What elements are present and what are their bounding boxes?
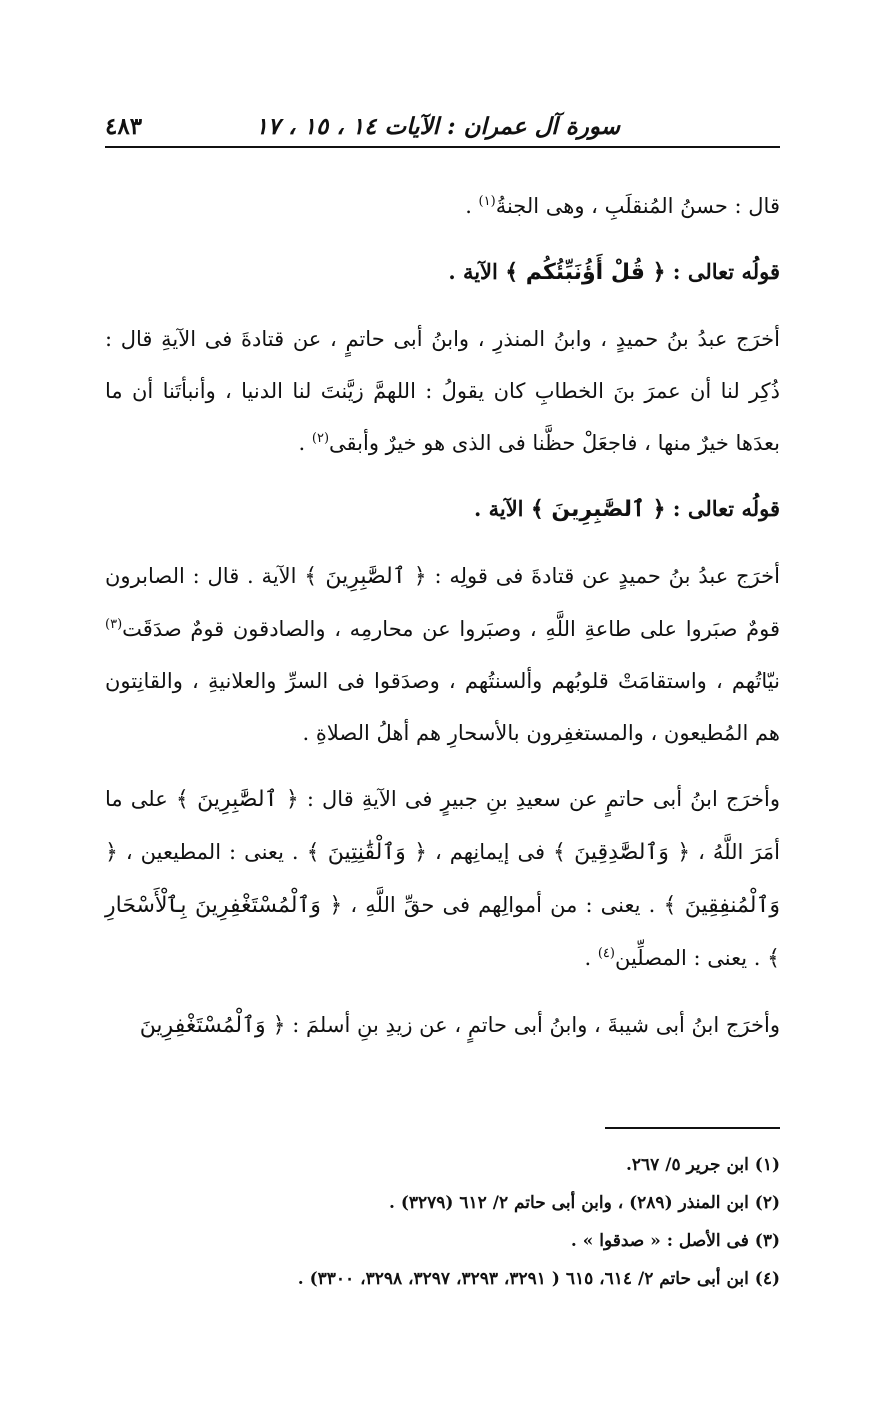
verse-heading-2	[105, 483, 780, 536]
footnote-4: (٤) ابن أبى حاتم ٢/ ٦١٤، ٦١٥ ( ٣٢٩١، ٣٢٩٣، ٣٢٩٧، ٣٢٩٨، ٣٣٠٠) .	[297, 1269, 780, 1289]
footnote-marker-4: (٤)	[597, 946, 615, 961]
paragraph-5	[105, 999, 780, 1052]
paragraph-4-quran-2: ﴿ وَٱلصَّٰدِقِينَ ﴾	[552, 840, 691, 865]
paragraph-1	[105, 180, 780, 232]
footnote-marker-2: (٢)	[311, 431, 330, 446]
paragraph-1-end: .	[465, 194, 479, 218]
paragraph-4-quran-1: ﴿ ٱلصَّٰبِرِينَ ﴾	[175, 787, 299, 812]
paragraph-4-a: وأخرَج ابنُ أبى حاتمٍ عن سعيدِ بنِ جبيرٍ فى الآيةِ قال :	[298, 787, 781, 811]
paragraph-3	[105, 550, 780, 759]
footnote-marker-1: (١)	[478, 194, 496, 209]
paragraph-3-b: الآية . قال : الصابرون قومٌ صبَروا على طاعةِ اللَّهِ ، وصبَروا عن محارمِه ، والصادقون قومٌ صدَقَت	[105, 564, 780, 641]
paragraph-4-quran-4: ﴿ وَٱلْمُنفِقِينَ ﴾	[105, 840, 780, 918]
paragraph-4-c: فى إيمانِهم ،	[426, 840, 553, 864]
paragraph-3-quran: ﴿ ٱلصَّٰبِرِينَ ﴾	[304, 564, 427, 589]
page-header	[105, 96, 780, 140]
paragraph-4-b: على ما أمَرَ اللَّهُ ،	[105, 787, 781, 864]
paragraph-5-quran: ﴿ وَٱلْمُسْتَغْفِرِينَ	[139, 1013, 286, 1038]
paragraph-3-c: نيّاتُهم ، واستقامَتْ قلوبُهم وألسنتُهم ، وصدَقوا فى السرِّ والعلانيةِ ، والقانِتون هم المُطيعون ، والمستغفِرون بالأسحارِ هم أهلُ الصلاةِ .	[105, 669, 780, 745]
paragraph-4-quran-3: ﴿ وَٱلْقَٰنِتِينَ ﴾	[306, 840, 427, 865]
paragraph-1-text: قال : حسنُ المُنقلَبِ ، وهى الجنةُ	[495, 194, 780, 218]
footnote-2: (٢) ابن المنذر (٢٨٩) ، وابن أبى حاتم ٢/ ٦١٢ (٣٢٧٩) .	[389, 1193, 780, 1213]
paragraph-2	[105, 313, 780, 469]
heading-2-tail: الآية .	[473, 496, 531, 521]
paragraph-4	[105, 773, 780, 985]
paragraph-3-a: أخرَج عبدُ بنُ حميدٍ عن قتادةَ فى قولِه :	[426, 564, 780, 588]
paragraph-4-quran-5: ﴿ وَٱلْمُسْتَغْفِرِينَ بِٱلْأَسْحَارِ ﴾	[105, 893, 780, 971]
footnotes	[105, 1146, 780, 1298]
heading-2-lead: قولُه تعالى :	[665, 496, 780, 521]
footnote-divider	[605, 1127, 780, 1129]
footnote-1: (١) ابن جرير ٥/ ٢٦٧.	[626, 1155, 780, 1175]
paragraph-4-f: . يعنى : المصلِّين	[614, 946, 768, 970]
heading-1-lead: قولُه تعالى :	[665, 259, 780, 284]
paragraph-4-end: .	[584, 946, 598, 970]
heading-2-quran: ﴿ ٱلصَّٰبِرِينَ ﴾	[530, 497, 666, 522]
header-divider	[105, 146, 780, 148]
running-title: سورة آل عمران : الآيات ١٤ ، ١٥ ، ١٧	[255, 113, 620, 140]
paragraph-2-text: أخرَج عبدُ بنُ حميدٍ ، وابنُ المنذرِ ، وابنُ أبى حاتمٍ ، عن قتادةَ فى الآيةِ قال : ذُكِر لنا أن عمرَ بنَ الخطابِ كان يقولُ : اللهمَّ زيَّنتَ لنا الدنيا ، وأنبأتَنا أن ما بعدَها خيرٌ منها ، فاجعَلْ حظَّنا فى الذى هو خيرٌ وأبقى	[105, 327, 780, 455]
heading-1-quran: ﴿ قُلْ أَؤُنَبِّئُكُم ﴾	[505, 260, 666, 285]
footnote-3: (٣) فى الأصل : « صدقوا » .	[570, 1231, 780, 1251]
paragraph-5-a: وأخرَج ابنُ أبى شيبةَ ، وابنُ أبى حاتمٍ ، عن زيدِ بنِ أسلمَ :	[285, 1013, 780, 1037]
page-number: ٤٨٣	[105, 113, 143, 140]
heading-1-tail: الآية .	[448, 259, 506, 284]
paragraph-4-d: . يعنى : المطيعين ،	[117, 840, 307, 864]
paragraph-4-e: . يعنى : من أموالِهم فى حقِّ اللَّهِ ،	[342, 893, 664, 917]
footnote-marker-3: (٣)	[105, 617, 123, 632]
paragraph-2-end: .	[298, 431, 312, 455]
main-text	[105, 180, 780, 1066]
verse-heading-1	[105, 246, 780, 299]
